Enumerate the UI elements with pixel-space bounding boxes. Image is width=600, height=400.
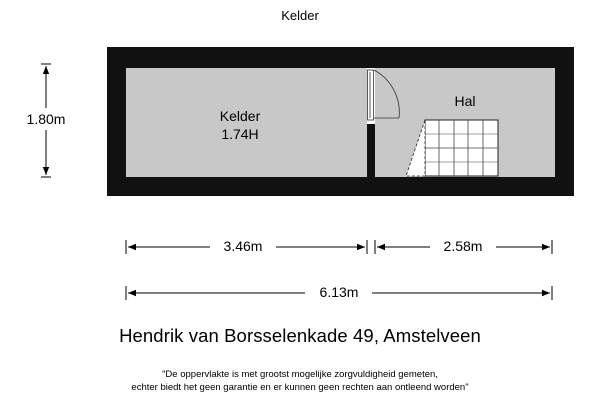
room-label-kelder: Kelder	[219, 108, 261, 124]
room-label-hal: Hal	[454, 93, 476, 109]
disclaimer-line-2: echter biedt het geen garantie en er kunnen geen rechten aan ontleend worden"	[131, 382, 469, 393]
property-address: Hendrik van Borsselenkade 49, Amstelveen	[119, 325, 481, 346]
floor-title: Kelder	[281, 8, 319, 23]
dimension-width-right-label: 2.58m	[443, 238, 483, 254]
dimension-width-total-label: 6.13m	[319, 284, 359, 300]
dimension-width-left	[126, 238, 367, 254]
room-height-kelder: 1.74H	[221, 126, 259, 142]
disclaimer-line-1: "De oppervlakte is met grootst mogelijke zorgvuldigheid gemeten,	[162, 369, 438, 380]
dimension-height-label: 1.80m	[26, 111, 66, 127]
dimension-width-left-label: 3.46m	[223, 238, 263, 254]
dimension-height	[27, 64, 66, 177]
dimension-width-right	[375, 238, 552, 254]
dimension-width-total	[126, 284, 552, 300]
